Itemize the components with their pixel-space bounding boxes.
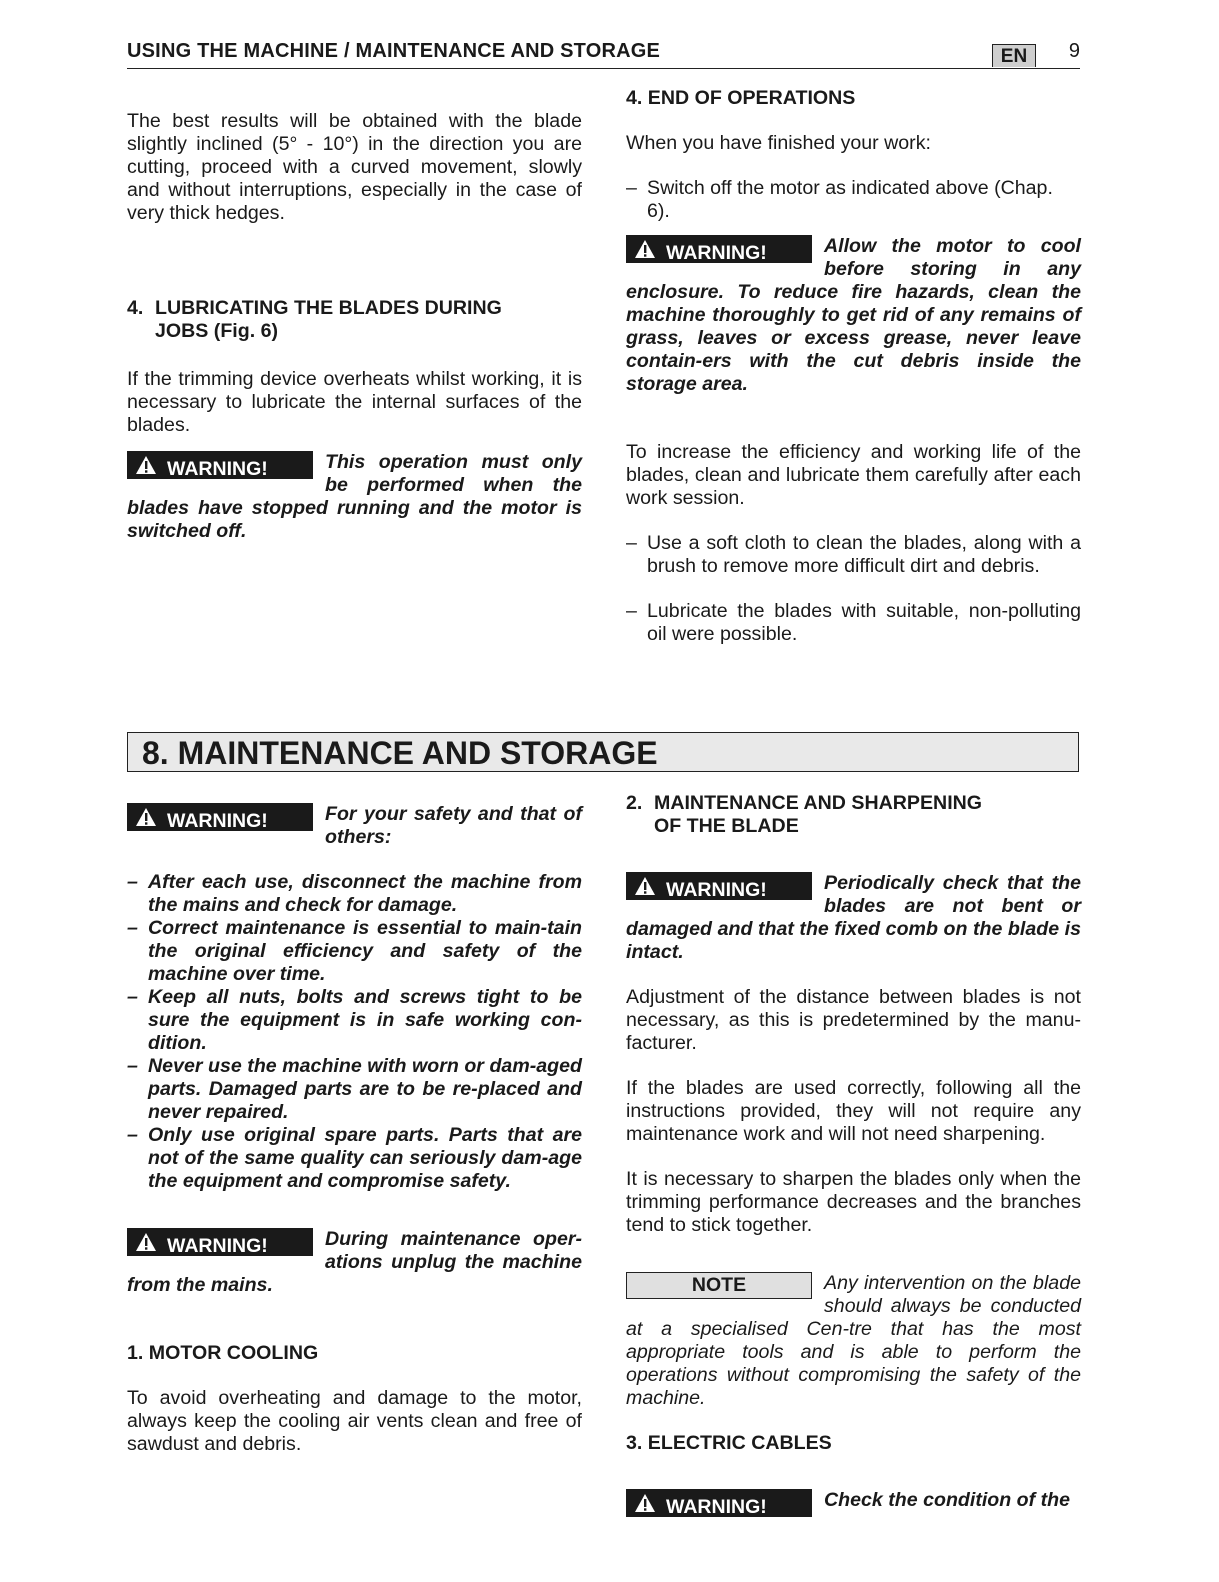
- warning-triangle-icon: [135, 1232, 157, 1252]
- intro-paragraph: The best results will be obtained with the blade slightly inclined (5° - 10°) in the direction you are cutting, proceed with a curved movement, slowly and without interruptions, especially in the case of very thick hedges.: [127, 110, 582, 224]
- warning-triangle-icon: [634, 239, 656, 259]
- warning-badge: WARNING!: [626, 235, 812, 266]
- adjustment-paragraph: Adjustment of the distance between blades is not necessary, as this is predetermined by the manu-facturer.: [626, 986, 1081, 1054]
- safety-list: [127, 871, 582, 1193]
- motor-cooling-paragraph: To avoid overheating and damage to the motor, always keep the cooling air vents clean and free of sawdust and debris.: [127, 1387, 582, 1455]
- warning-text: During maintenance oper-ations unplug the machine from the mains.: [127, 1228, 582, 1296]
- warning-badge: WARNING!: [127, 1228, 313, 1259]
- note-block: [626, 1272, 1081, 1410]
- warning-text: Check the condition of the: [824, 1489, 1071, 1511]
- sharpening-heading: 2. MAINTENANCE AND SHARPENING OF THE BLADE: [626, 792, 983, 837]
- warning-triangle-icon: [634, 876, 656, 896]
- page-title: USING THE MACHINE / MAINTENANCE AND STORAGE: [127, 40, 661, 62]
- list-item: – Switch off the motor as indicated above (Chap. 6).: [626, 177, 1053, 222]
- warning-badge: WARNING!: [626, 1489, 812, 1520]
- lubricating-heading: 4. LUBRICATING THE BLADES DURING JOBS (Fig. 6): [127, 297, 502, 342]
- page-number: 9: [1068, 40, 1080, 62]
- end-paragraph: When you have finished your work:: [626, 132, 931, 154]
- electric-cables-heading: 3. ELECTRIC CABLES: [626, 1432, 832, 1454]
- sharpen-paragraph: It is necessary to sharpen the blades only when the trimming performance decreases and the branches tend to stick together.: [626, 1168, 1081, 1236]
- blades-use-paragraph: If the blades are used correctly, following all the instructions provided, they will not require any maintenance work and will not need sharpening.: [626, 1077, 1081, 1145]
- warning-block: [626, 235, 1081, 396]
- bottom-right-column: [626, 792, 1081, 1520]
- warning-block: [127, 1228, 582, 1297]
- note-badge: NOTE: [626, 1272, 812, 1299]
- list-item: – Only use original spare parts. Parts that are not of the same quality can seriously dam-age the equipment and compromise safety.: [127, 1124, 582, 1192]
- list-item: – Lubricate the blades with suitable, non-polluting oil were possible.: [626, 600, 1081, 645]
- language-badge: EN: [992, 44, 1036, 67]
- warning-text: Allow the motor to cool before storing in any enclosure. To reduce fire hazards, clean the machine thoroughly to get rid of any remains of grass, leaves or excess grease, never leave contain-ers with the cut debris inside the storage area.: [626, 235, 1081, 395]
- page-header: [127, 38, 1080, 69]
- top-left-column: [127, 110, 582, 543]
- warning-block: [626, 872, 1081, 964]
- warning-block: [127, 451, 582, 543]
- warning-badge: WARNING!: [626, 872, 812, 903]
- warning-triangle-icon: [135, 807, 157, 827]
- warning-triangle-icon: [135, 455, 157, 475]
- top-right-column: [626, 87, 1081, 646]
- warning-badge: WARNING!: [127, 451, 313, 482]
- motor-cooling-heading: 1. MOTOR COOLING: [127, 1342, 319, 1364]
- section-title: 8. MAINTENANCE AND STORAGE: [142, 735, 658, 771]
- note-text: Any intervention on the blade should always be conducted at a specialised Cen-tre that has the most appropriate tools and is able to perform the operations without compromising the safety of the machine.: [626, 1272, 1081, 1409]
- end-of-operations-heading: 4. END OF OPERATIONS: [626, 87, 856, 109]
- list-item: – Keep all nuts, bolts and screws tight to be sure the equipment is in safe working con-dition.: [127, 986, 582, 1054]
- list-item: – After each use, disconnect the machine from the mains and check for damage.: [127, 871, 582, 916]
- warning-block: [626, 1489, 1081, 1518]
- warning-badge: WARNING!: [127, 803, 313, 834]
- list-item: – Correct maintenance is essential to main-tain the original efficiency and safety of the machine over time.: [127, 917, 582, 985]
- warning-block: [127, 803, 582, 849]
- list-item: – Never use the machine with worn or dam-aged parts. Damaged parts are to be re-placed and never repaired.: [127, 1055, 582, 1123]
- section-title-box: [127, 732, 1079, 772]
- warning-text: Periodically check that the blades are not bent or damaged and that the fixed comb on the blade is intact.: [626, 872, 1081, 963]
- lubricating-paragraph: If the trimming device overheats whilst working, it is necessary to lubricate the internal surfaces of the blades.: [127, 368, 582, 436]
- list-item: – Use a soft cloth to clean the blades, along with a brush to remove more difficult dirt and debris.: [626, 532, 1081, 577]
- bottom-left-column: [127, 803, 582, 1456]
- warning-triangle-icon: [634, 1493, 656, 1513]
- warning-text: This operation must only be performed when the blades have stopped running and the motor is switched off.: [127, 451, 582, 542]
- warning-text: For your safety and that of others:: [325, 803, 582, 848]
- efficiency-paragraph: To increase the efficiency and working life of the blades, clean and lubricate them carefully after each work session.: [626, 441, 1081, 509]
